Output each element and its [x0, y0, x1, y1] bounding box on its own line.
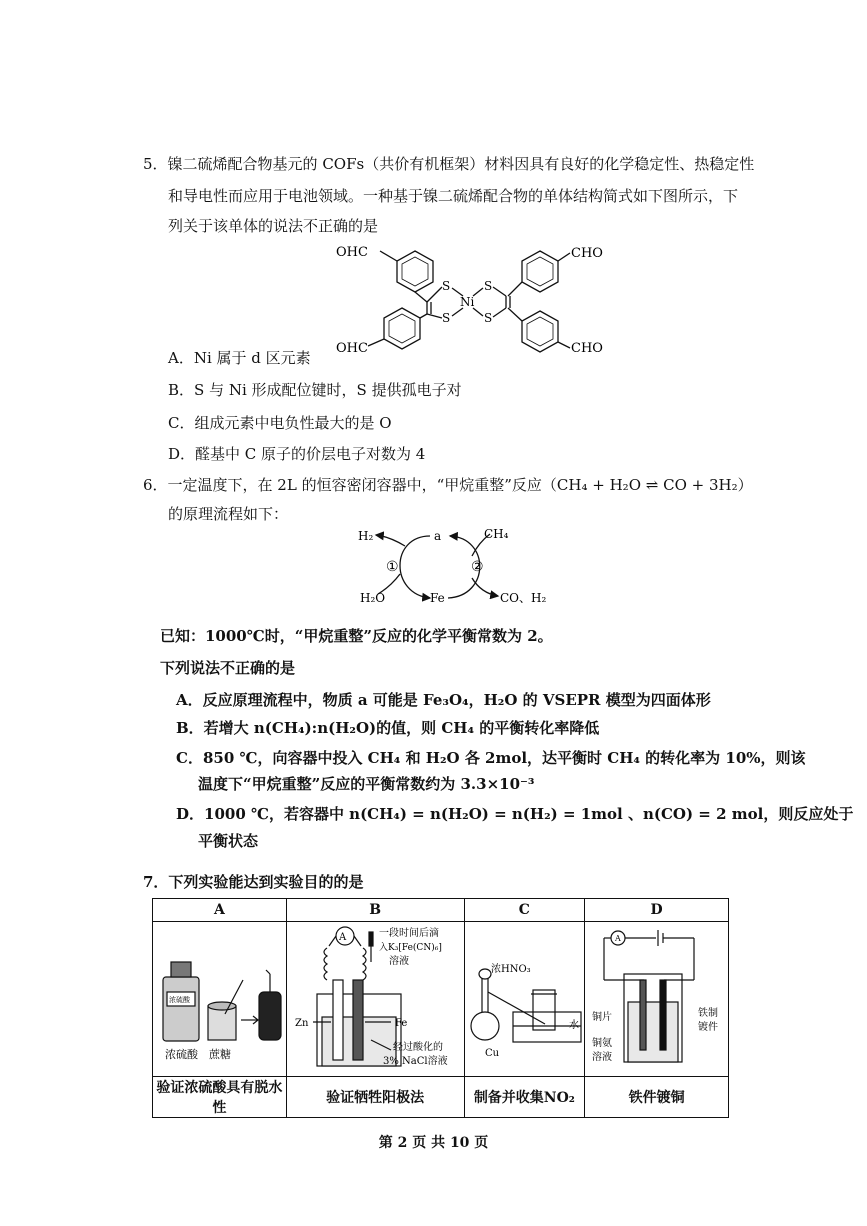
nickel-label: Ni: [460, 295, 475, 309]
sulfur-label-2: S: [442, 311, 451, 325]
iron-item-line1: 铁制: [697, 1008, 718, 1019]
apparatus-a-sulfuric-acid-sugar: [153, 922, 285, 1072]
q5-option-c: C．组成元素中电负性最大的是 O: [168, 414, 392, 432]
sulfur-label-3: S: [484, 279, 493, 293]
apparatus-d-copper-plating: [586, 922, 728, 1072]
q6-option-d-line2: 平衡状态: [198, 832, 259, 850]
q6-stem-line1: 6．一定温度下，在 2L 的恒容密闭容器中，“甲烷重整”反应（CH₄ + H₂O ⇌ CO + 3H₂）: [143, 476, 753, 494]
copper-plate-label: 铜片: [591, 1012, 612, 1023]
iron-item-line2: 镀件: [697, 1022, 718, 1033]
q6-known-condition: 已知：1000℃时，“甲烷重整”反应的化学平衡常数为 2。: [160, 627, 553, 645]
ch4-label: CH₄: [484, 527, 509, 541]
q6-prompt: 下列说法不正确的是: [160, 659, 296, 677]
ammeter-d-label: A: [614, 934, 621, 943]
conc-nitric-acid-label: 浓HNO₃: [490, 964, 531, 975]
apparatus-b-cell: [286, 922, 464, 1077]
cu-ammonia-line1: 铜氨: [591, 1038, 612, 1049]
sugar-label: 蔗糖: [209, 1048, 232, 1061]
step2-label: ②: [471, 559, 484, 575]
water-label: 水: [568, 1020, 579, 1031]
header-d: D: [585, 899, 729, 922]
q5-stem-line3: 列关于该单体的说法不正确的是: [168, 217, 379, 235]
cho-label-bottom-left: OHC: [336, 341, 368, 356]
apparatus-c-cell: [464, 922, 585, 1077]
species-a-label: a: [434, 529, 442, 543]
q6-option-c-line1: C．850 ℃，向容器中投入 CH₄ 和 H₂O 各 2mol，达平衡时 CH₄ 的转化率为 10%，则该: [176, 749, 806, 767]
q6-option-c-line2: 温度下“甲烷重整”反应的平衡常数约为 3.3×10⁻³: [198, 775, 535, 793]
apparatus-c-no2-preparation: [465, 922, 584, 1072]
page-footer: 第 2 页 共 10 页: [378, 1135, 489, 1151]
note-line3: 溶液: [389, 956, 410, 967]
note-line2: 入K₃[Fe(CN)₆]: [379, 943, 442, 953]
header-b: B: [286, 899, 464, 922]
q7-stem: 7．下列实验能达到实验目的的是: [143, 873, 364, 891]
fe-electrode-label: Fe: [395, 1018, 408, 1029]
apparatus-d-cell: [585, 922, 729, 1077]
products-label: CO、H₂: [500, 591, 547, 605]
step1-label: ①: [386, 559, 399, 575]
experiment-table: [152, 898, 729, 1118]
cho-label-bottom-right: CHO: [571, 341, 603, 356]
q5-stem-line2: 和导电性而应用于电池领域。一种基于镍二硫烯配合物的单体结构简式如下图所示，下: [168, 187, 739, 205]
caption-b: 验证牺牲阳极法: [286, 1077, 464, 1118]
reforming-cycle-diagram: [350, 522, 560, 612]
zn-label: Zn: [295, 1018, 309, 1029]
q5-option-a: A．Ni 属于 d 区元素: [168, 349, 311, 367]
solution-line2: 3% NaCl溶液: [383, 1056, 448, 1067]
h2-label: H₂: [358, 529, 374, 543]
caption-a: 验证浓硫酸具有脱水性: [153, 1077, 287, 1118]
q6-option-a: A．反应原理流程中，物质 a 可能是 Fe₃O₄，H₂O 的 VSEPR 模型为四面体形: [176, 691, 711, 709]
q5-option-b: B．S 与 Ni 形成配位键时，S 提供孤电子对: [168, 381, 462, 399]
q6-stem-line2: 的原理流程如下：: [168, 505, 289, 523]
sulfur-label-1: S: [442, 279, 451, 293]
nickel-dithiolene-structure: [330, 236, 610, 360]
cho-label-top-left: OHC: [336, 245, 368, 260]
sulfur-label-4: S: [484, 311, 493, 325]
apparatus-b-sacrificial-anode: [287, 922, 463, 1072]
fe-label: Fe: [430, 591, 445, 605]
solution-line1: 经过酸化的: [393, 1042, 444, 1053]
apparatus-a-cell: [153, 922, 287, 1077]
ammeter-b-label: A: [339, 932, 347, 943]
header-c: C: [464, 899, 585, 922]
cho-label-top-right: CHO: [571, 246, 603, 261]
caption-c: 制备并收集NO₂: [464, 1077, 585, 1118]
caption-d: 铁件镀铜: [585, 1077, 729, 1118]
q5-stem-line1: 5．镍二硫烯配合物基元的 COFs（共价有机框架）材料因具有良好的化学稳定性、热稳定性: [143, 155, 755, 173]
q5-option-d: D．醛基中 C 原子的价层电子对数为 4: [168, 445, 426, 463]
cu-label: Cu: [484, 1048, 499, 1059]
q6-option-d-line1: D．1000 ℃，若容器中 n(CH₄) = n(H₂O) = n(H₂) = 1mol 、n(CO) = 2 mol，则反应处于: [176, 805, 854, 823]
cu-ammonia-line2: 溶液: [591, 1052, 612, 1063]
header-a: A: [153, 899, 287, 922]
conc-acid-label: 浓硫酸: [165, 1048, 199, 1061]
note-line1: 一段时间后滴: [379, 928, 440, 939]
q6-option-b: B．若增大 n(CH₄):n(H₂O)的值，则 CH₄ 的平衡转化率降低: [176, 719, 600, 737]
h2o-label: H₂O: [360, 591, 386, 605]
bottle-label: 浓硫酸: [169, 996, 191, 1004]
